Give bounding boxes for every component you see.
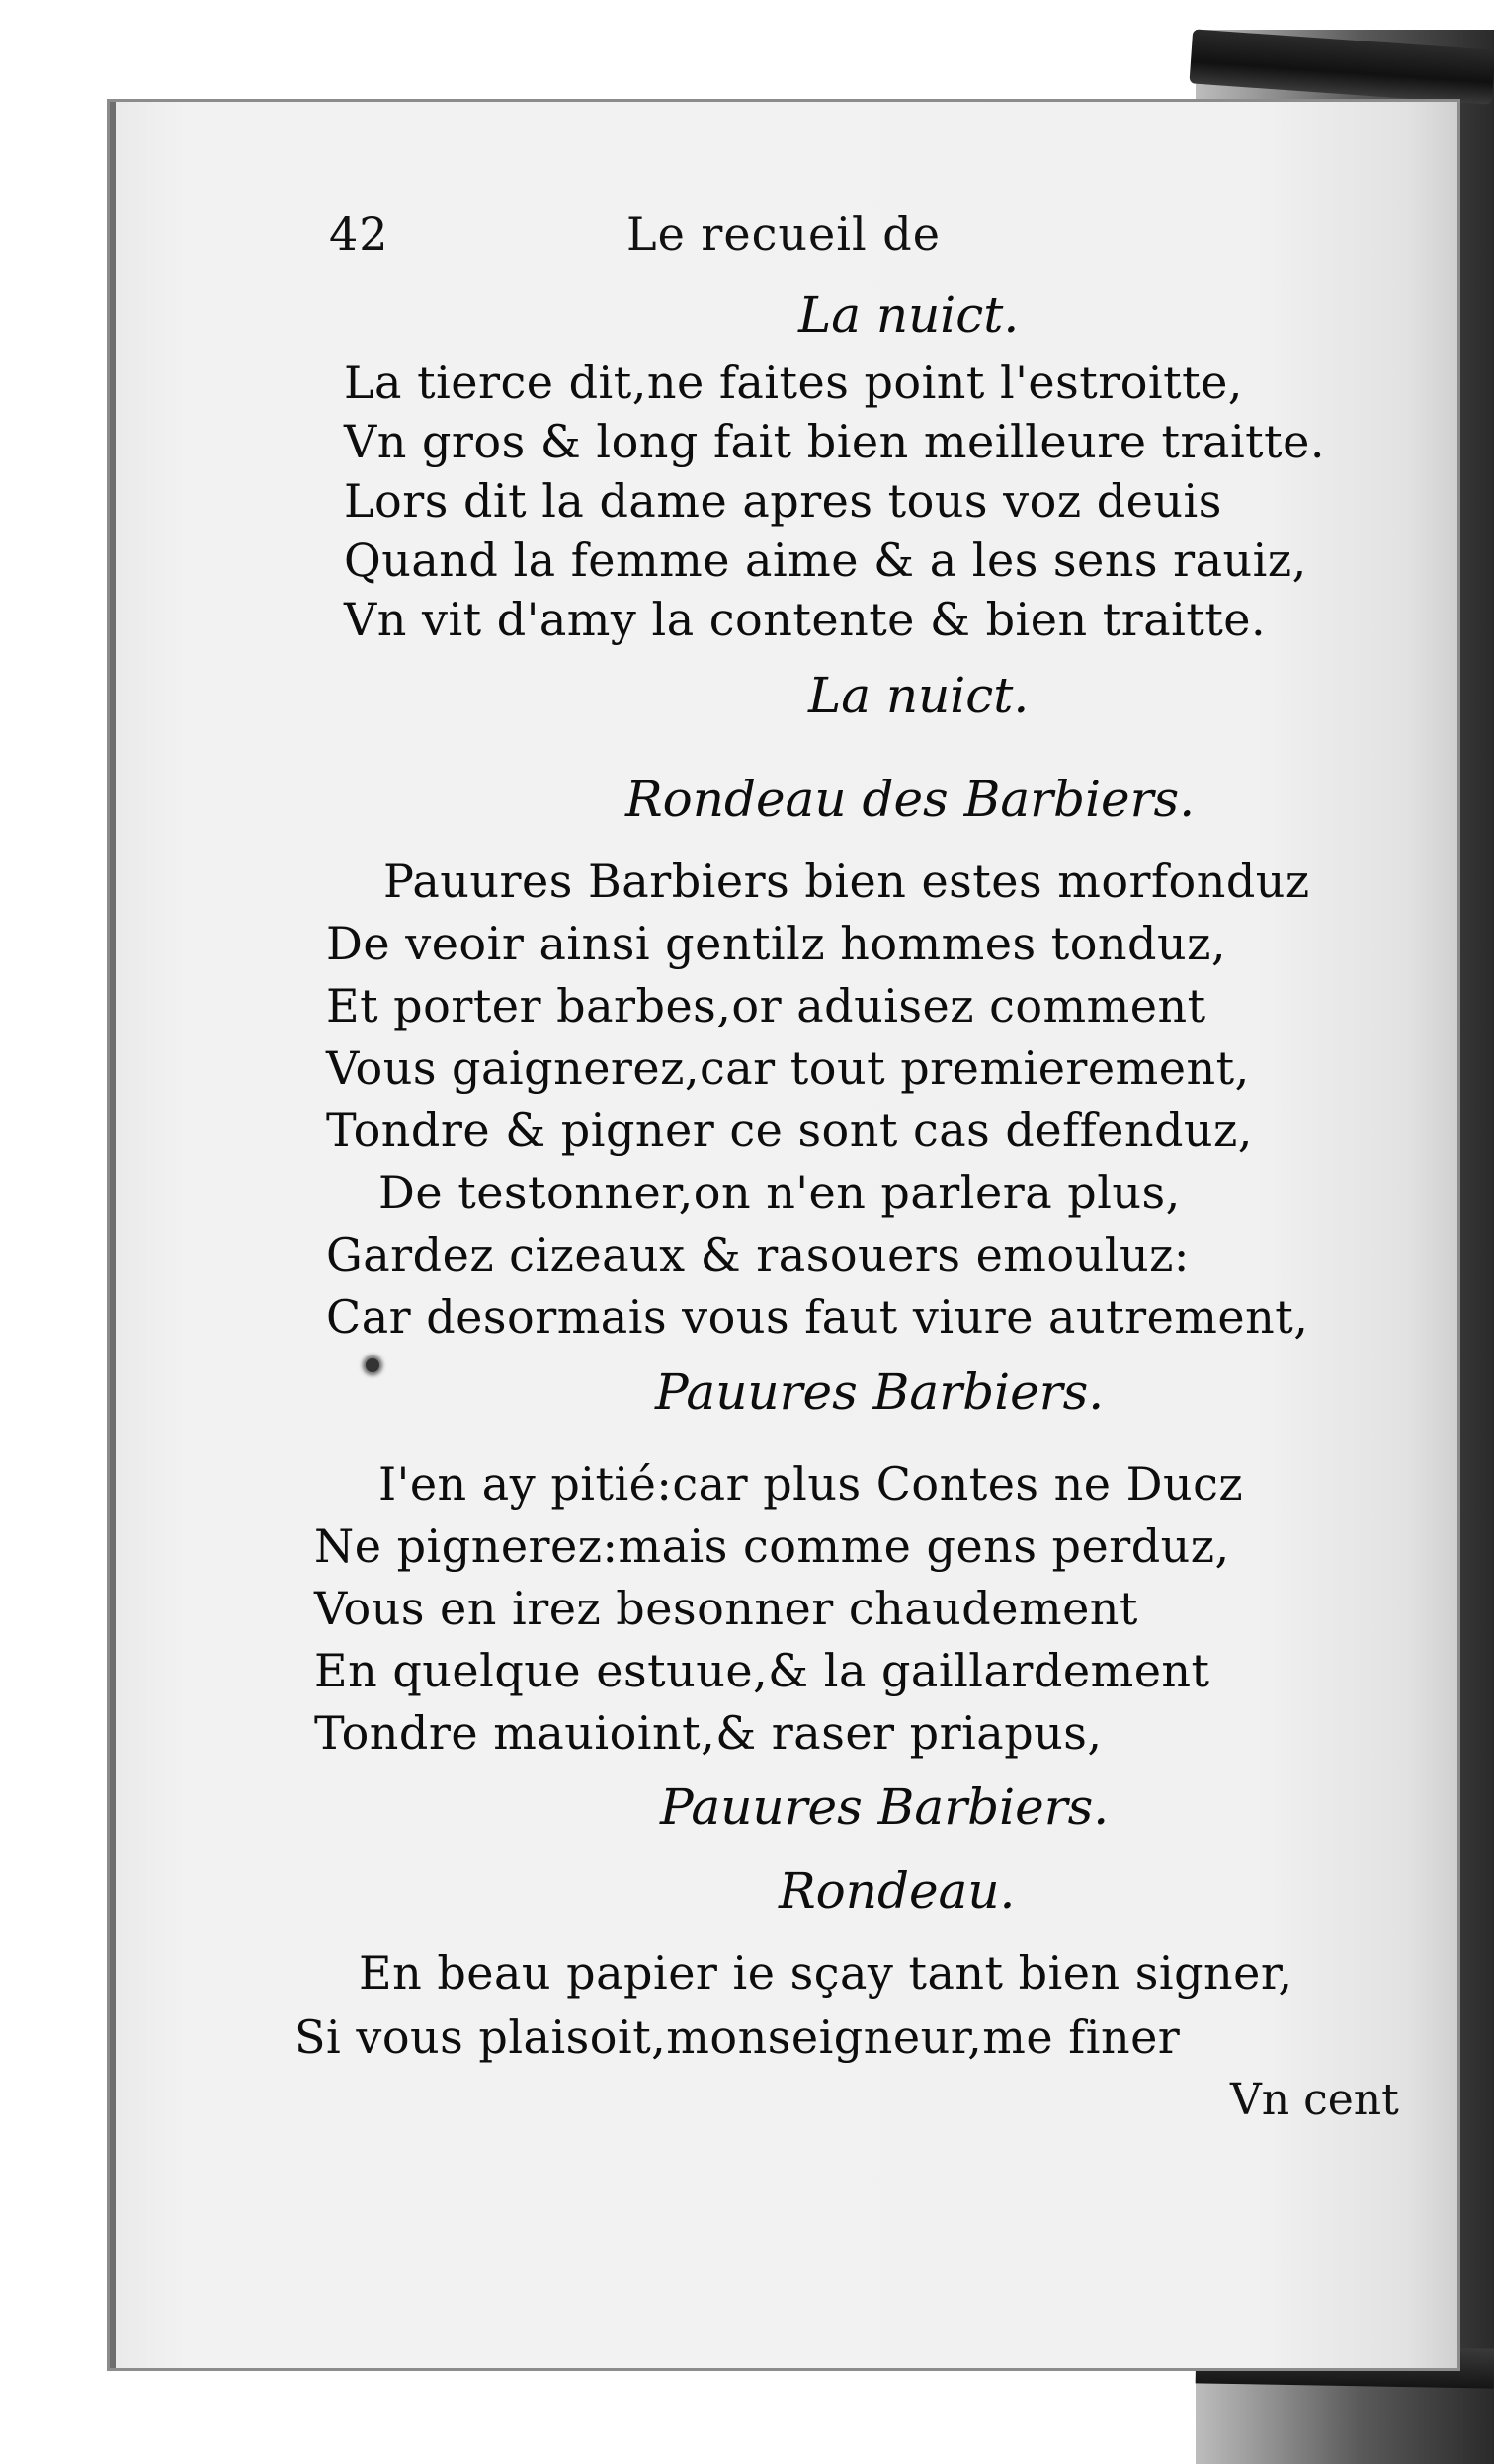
verse-line: Lors dit la dame apres tous voz deuis	[344, 474, 1222, 528]
book-page	[107, 99, 1460, 2371]
verse-line: Si vous plaisoit,monseigneur,me finer	[294, 2011, 1181, 2064]
refrain: Pauures Barbiers.	[660, 1778, 1110, 1836]
verse-line: Tondre mauioint,& raser priapus,	[314, 1706, 1103, 1760]
verse-line: En beau papier ie sçay tant bien signer,	[359, 1946, 1293, 2000]
poem-heading: Rondeau des Barbiers.	[625, 771, 1196, 828]
page-number: 42	[329, 207, 389, 261]
verse-line: Gardez cizeaux & rasouers emouluz:	[326, 1228, 1190, 1281]
poem-heading: Rondeau.	[779, 1862, 1016, 1920]
running-title: Le recueil de	[626, 207, 941, 261]
refrain: Pauures Barbiers.	[655, 1363, 1105, 1421]
verse-line: Vous gaignerez,car tout premierement,	[326, 1041, 1250, 1095]
verse-line: Vous en irez besonner chaudement	[314, 1582, 1138, 1635]
verse-line: La tierce dit,ne faites point l'estroitte,	[344, 356, 1243, 409]
catchword: Vn cent	[1230, 2075, 1399, 2125]
verse-line: Car desormais vous faut viure autrement,	[326, 1290, 1309, 1344]
verse-line: Vn gros & long fait bien meilleure traitte.	[344, 415, 1325, 468]
verse-line: De veoir ainsi gentilz hommes tonduz,	[326, 917, 1226, 970]
verse-line: Ne pignerez:mais comme gens perduz,	[314, 1519, 1230, 1573]
ink-blot	[366, 1358, 379, 1372]
verse-line: Tondre & pigner ce sont cas deffenduz,	[326, 1104, 1253, 1157]
verse-line: Vn vit d'amy la contente & bien traitte.	[344, 593, 1267, 646]
verse-line: I'en ay pitié:car plus Contes ne Ducz	[378, 1457, 1244, 1511]
poem-heading: La nuict.	[798, 287, 1020, 344]
verse-line: Pauures Barbiers bien estes morfonduz	[383, 855, 1310, 908]
verse-line: Et porter barbes,or aduisez comment	[326, 979, 1206, 1032]
refrain: La nuict.	[808, 667, 1030, 724]
verse-line: De testonner,on n'en parlera plus,	[378, 1166, 1181, 1219]
verse-line: Quand la femme aime & a les sens rauiz,	[344, 534, 1307, 587]
verse-line: En quelque estuue,& la gaillardement	[314, 1644, 1210, 1697]
